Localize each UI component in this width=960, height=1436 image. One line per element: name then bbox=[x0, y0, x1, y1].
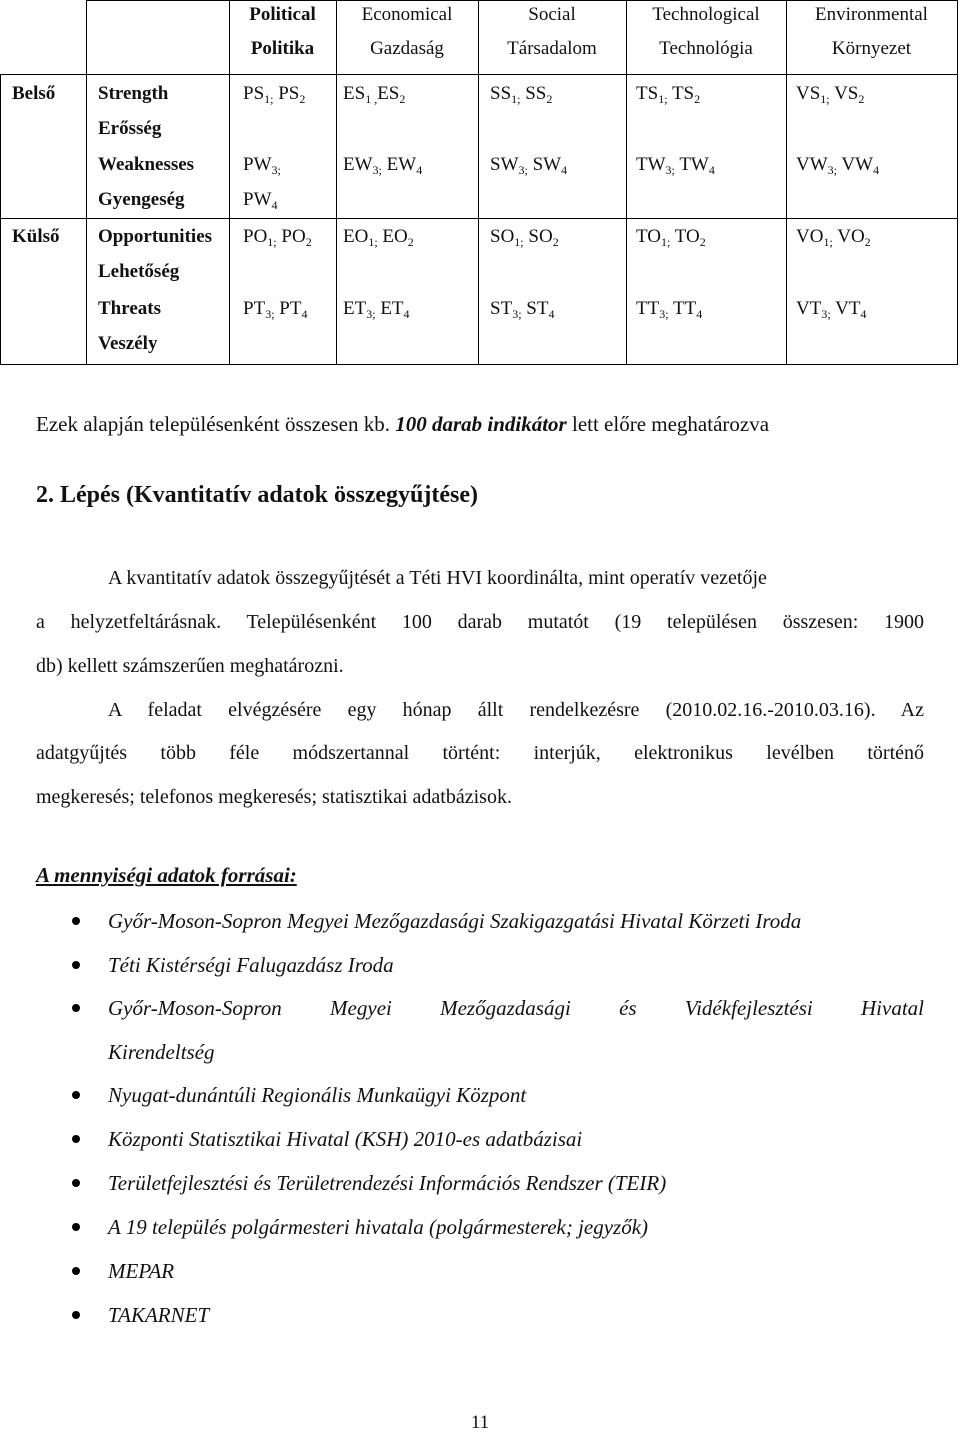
table-cell: $PS_{1;}$ $PS_2$ bbox=[243, 83, 306, 106]
header-political-en: Political bbox=[249, 4, 316, 25]
table-cell: $VS_{1;}$ $VS_2$ bbox=[796, 83, 865, 106]
list-item: Nyugat-dunántúli Regionális Munkaügyi Központ bbox=[108, 1083, 527, 1107]
list-item: TAKARNET bbox=[108, 1303, 210, 1327]
header-environmental-hu: Környezet bbox=[831, 38, 912, 59]
list-item: Területfejlesztési és Területrendezési Információs Rendszer (TEIR) bbox=[108, 1171, 667, 1195]
header-political-hu: Politika bbox=[250, 38, 315, 59]
table-line bbox=[957, 0, 958, 365]
sources-heading: A mennyiségi adatok forrásai: bbox=[36, 863, 297, 887]
header-environmental-en: Environmental bbox=[815, 4, 928, 25]
row-label-hu: Lehetőség bbox=[98, 261, 180, 282]
table-line bbox=[86, 0, 87, 365]
header-technological-hu: Technológia bbox=[659, 38, 753, 59]
list-item-continuation: Kirendeltség bbox=[108, 1040, 215, 1064]
paragraph-line: a helyzetfeltárásnak. Településenként 100 darab mutatót (19 településen összesen: 1900 bbox=[36, 611, 924, 633]
list-item: A 19 település polgármesteri hivatala (polgármesterek; jegyzők) bbox=[108, 1215, 649, 1239]
bullet-icon bbox=[72, 1179, 80, 1187]
table-cell: $ST_{3;}$ $ST_4$ bbox=[490, 298, 555, 321]
group-external: Külső bbox=[12, 226, 60, 247]
table-cell: $VT_{3;}$ $VT_4$ bbox=[796, 298, 867, 321]
bullet-icon bbox=[72, 1004, 80, 1012]
table-cell: $PT_{3;}$ $PT_4$ bbox=[243, 298, 308, 321]
header-social-hu: Társadalom bbox=[507, 38, 597, 59]
row-label-hu: Erősség bbox=[98, 118, 162, 139]
table-cell: $PO_{1;}$ $PO_2$ bbox=[243, 226, 312, 249]
header-social-en: Social bbox=[528, 4, 576, 25]
row-label-en: Strength bbox=[98, 83, 169, 104]
table-cell: $PW_4$ bbox=[243, 189, 278, 212]
section-heading: 2. Lépés (Kvantitatív adatok összegyűjtése) bbox=[36, 482, 478, 508]
table-line bbox=[0, 74, 1, 365]
table-cell: $SO_{1;}$ $SO_2$ bbox=[490, 226, 559, 249]
list-item: Központi Statisztikai Hivatal (KSH) 2010-es adatbázisai bbox=[108, 1127, 583, 1151]
bullet-icon bbox=[72, 1091, 80, 1099]
row-label-en: Opportunities bbox=[98, 226, 213, 247]
header-technological-en: Technological bbox=[652, 4, 760, 25]
table-cell: $TO_{1;}$ $TO_2$ bbox=[636, 226, 706, 249]
row-label-hu: Gyengeség bbox=[98, 189, 185, 210]
summary-line: Ezek alapján településenként összesen kb. 100 darab indikátor lett előre meghatározva bbox=[36, 412, 770, 436]
bullet-icon bbox=[72, 1311, 80, 1319]
row-label-en: Weaknesses bbox=[98, 154, 195, 175]
table-cell: $EO_{1;}$ $EO_2$ bbox=[343, 226, 414, 249]
table-cell: $TW_{3;}$ $TW_4$ bbox=[636, 154, 715, 177]
table-cell: $SS_{1;}$ $SS_2$ bbox=[490, 83, 553, 106]
header-economical-hu: Gazdaság bbox=[370, 38, 444, 59]
paragraph-line: db) kellett számszerűen meghatározni. bbox=[36, 655, 344, 677]
table-cell: $PW_{3;}$ bbox=[243, 154, 281, 177]
row-label-hu: Veszély bbox=[98, 333, 158, 354]
table-cell: $EW_{3;}$ $EW_4$ bbox=[343, 154, 423, 177]
list-item: Győr-Moson-Sopron Megyei Mezőgazdasági Szakigazgatási Hivatal Körzeti Iroda bbox=[108, 909, 802, 933]
row-label-en: Threats bbox=[98, 298, 161, 319]
table-cell: $VO_{1;}$ $VO_2$ bbox=[796, 226, 871, 249]
bullet-icon bbox=[72, 961, 80, 969]
paragraph-line: A feladat elvégzésére egy hónap állt rendelkezésre (2010.02.16.-2010.03.16). Az bbox=[108, 699, 924, 721]
bullet-icon bbox=[72, 917, 80, 925]
table-cell: $TT_{3;}$ $TT_4$ bbox=[636, 298, 703, 321]
paragraph-line: adatgyűjtés több féle módszertannal történt: interjúk, elektronikus levélben történő bbox=[36, 742, 924, 764]
table-cell: $ES_{1 ,}ES_2$ bbox=[343, 83, 406, 106]
header-economical-en: Economical bbox=[361, 4, 453, 25]
bullet-icon bbox=[72, 1223, 80, 1231]
list-item: Téti Kistérségi Falugazdász Iroda bbox=[108, 953, 394, 977]
table-cell: $VW_{3;}$ $VW_4$ bbox=[796, 154, 880, 177]
table-cell: $SW_{3;}$ $SW_4$ bbox=[490, 154, 568, 177]
list-item: Győr-Moson-Sopron Megyei Mezőgazdasági és Vidékfejlesztési Hivatal bbox=[108, 996, 924, 1020]
group-internal: Belső bbox=[12, 83, 56, 104]
table-cell: $TS_{1;}$ $TS_2$ bbox=[636, 83, 701, 106]
list-item: MEPAR bbox=[108, 1259, 175, 1283]
bullet-icon bbox=[72, 1135, 80, 1143]
table-cell: $ET_{3;}$ $ET_4$ bbox=[343, 298, 410, 321]
page-number: 11 bbox=[470, 1412, 490, 1433]
bullet-icon bbox=[72, 1267, 80, 1275]
paragraph-line: A kvantitatív adatok összegyűjtését a Téti HVI koordinálta, mint operatív vezetője bbox=[108, 567, 767, 589]
paragraph-line: megkeresés; telefonos megkeresés; statisztikai adatbázisok. bbox=[36, 786, 512, 808]
table-line bbox=[86, 0, 957, 1]
